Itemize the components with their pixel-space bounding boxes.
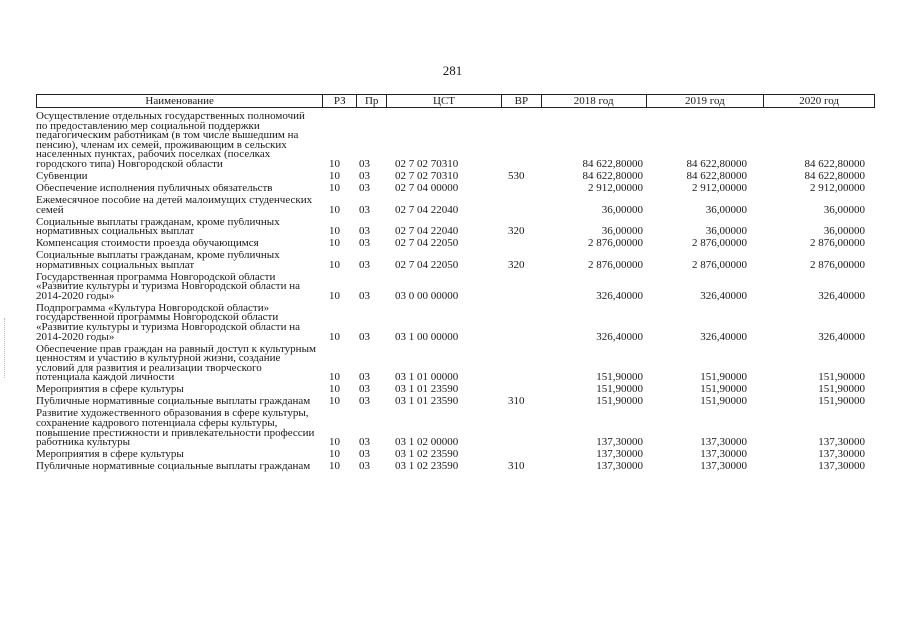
row-cst: 03 1 02 23590 — [395, 462, 459, 472]
row-2019: 84 622,80000 — [686, 159, 747, 170]
row-2020: 84 622,80000 — [804, 159, 865, 170]
row-name: Государственная программа Новгородской области «Развитие культуры и туризма Новгородской области на 2014-2020 годы» — [36, 272, 300, 302]
table-row — [36, 112, 875, 170]
margin-scan-marks — [4, 318, 7, 378]
row-cst: 02 7 04 22040 — [395, 205, 459, 216]
row-2019: 137,30000 — [700, 438, 747, 448]
row-name: Социальные выплаты гражданам, кроме публичных нормативных социальных выплат — [36, 251, 280, 271]
row-2019: 36,00000 — [705, 227, 747, 237]
header-2018: 2018 год — [542, 95, 647, 107]
row-2019: 151,90000 — [700, 373, 747, 383]
row-rz: 10 — [329, 260, 340, 271]
row-cst: 02 7 04 22050 — [395, 239, 459, 249]
row-rz: 10 — [329, 462, 340, 472]
row-vr: 310 — [508, 397, 525, 407]
row-pr: 03 — [359, 171, 370, 182]
row-pr: 03 — [359, 227, 370, 237]
row-2018: 326,40000 — [596, 332, 643, 343]
row-cst: 03 1 00 00000 — [395, 332, 459, 343]
row-2018: 2 912,00000 — [588, 183, 643, 194]
row-2020: 137,30000 — [818, 462, 865, 472]
row-pr: 03 — [359, 260, 370, 271]
row-name: Мероприятия в сфере культуры — [36, 385, 184, 395]
row-name: Подпрограмма «Культура Новгородской области» государственной программы Новгородской области «Развитие культуры и туризма Новгородской области на 2014-2020 годы» — [36, 303, 300, 343]
table-row — [36, 196, 875, 215]
row-pr: 03 — [359, 373, 370, 383]
row-rz: 10 — [329, 397, 340, 407]
row-vr: 320 — [508, 227, 525, 237]
table-header — [36, 94, 875, 108]
row-name: Публичные нормативные социальные выплаты гражданам — [36, 462, 311, 472]
row-name: Социальные выплаты гражданам, кроме публичных нормативных социальных выплат — [36, 217, 280, 237]
row-2018: 84 622,80000 — [582, 171, 643, 182]
row-pr: 03 — [359, 183, 370, 194]
row-2018: 137,30000 — [596, 450, 643, 460]
header-rz: РЗ — [323, 95, 357, 107]
row-2018: 36,00000 — [601, 205, 643, 216]
table-row — [36, 184, 875, 194]
row-2018: 137,30000 — [596, 462, 643, 472]
row-2018: 84 622,80000 — [582, 159, 643, 170]
row-name: Обеспечение исполнения публичных обязательств — [36, 183, 273, 194]
row-pr: 03 — [359, 205, 370, 216]
row-cst: 02 7 02 70310 — [395, 159, 459, 170]
row-cst: 03 1 01 00000 — [395, 373, 459, 383]
table-row — [36, 218, 875, 237]
table-row — [36, 385, 875, 395]
header-cst: ЦСТ — [387, 95, 502, 107]
table-row — [36, 450, 875, 460]
row-2019: 137,30000 — [700, 450, 747, 460]
row-name: Публичные нормативные социальные выплаты гражданам — [36, 397, 311, 407]
table-row — [36, 345, 875, 383]
row-rz: 10 — [329, 450, 340, 460]
row-pr: 03 — [359, 397, 370, 407]
row-cst: 03 1 01 23590 — [395, 397, 459, 407]
row-vr: 530 — [508, 171, 525, 182]
row-2020: 36,00000 — [823, 205, 865, 216]
row-pr: 03 — [359, 462, 370, 472]
row-rz: 10 — [329, 183, 340, 194]
row-2020: 137,30000 — [818, 438, 865, 448]
row-2019: 84 622,80000 — [686, 171, 747, 182]
row-2019: 137,30000 — [700, 462, 747, 472]
row-2020: 2 876,00000 — [810, 239, 865, 249]
row-cst: 03 0 00 00000 — [395, 291, 459, 302]
row-2019: 2 876,00000 — [692, 260, 747, 271]
row-cst: 02 7 02 70310 — [395, 171, 459, 182]
row-pr: 03 — [359, 159, 370, 170]
row-2018: 2 876,00000 — [588, 260, 643, 271]
row-2020: 2 912,00000 — [810, 183, 865, 194]
row-name: Субвенции — [36, 171, 88, 182]
row-rz: 10 — [329, 291, 340, 302]
row-pr: 03 — [359, 385, 370, 395]
row-pr: 03 — [359, 239, 370, 249]
row-2018: 326,40000 — [596, 291, 643, 302]
row-rz: 10 — [329, 332, 340, 343]
page-number: 281 — [442, 63, 463, 78]
row-2018: 2 876,00000 — [588, 239, 643, 249]
row-2020: 137,30000 — [818, 450, 865, 460]
row-pr: 03 — [359, 450, 370, 460]
table-row — [36, 172, 875, 182]
row-2019: 2 912,00000 — [692, 183, 747, 194]
row-2018: 151,90000 — [596, 373, 643, 383]
table-row — [36, 251, 875, 270]
row-2019: 151,90000 — [700, 397, 747, 407]
row-2020: 151,90000 — [818, 385, 865, 395]
row-cst: 03 1 02 00000 — [395, 438, 459, 448]
row-rz: 10 — [329, 239, 340, 249]
table-row — [36, 397, 875, 407]
row-2018: 36,00000 — [601, 227, 643, 237]
row-vr: 310 — [508, 462, 525, 472]
row-2018: 137,30000 — [596, 438, 643, 448]
table-row — [36, 304, 875, 342]
table-row — [36, 409, 875, 447]
table-body — [36, 112, 875, 474]
row-2018: 151,90000 — [596, 385, 643, 395]
row-pr: 03 — [359, 438, 370, 448]
row-rz: 10 — [329, 227, 340, 237]
row-name: Ежемесячное пособие на детей малоимущих студенческих семей — [36, 195, 313, 216]
row-name: Обеспечение прав граждан на равный доступ к культурным ценностям и участию в культурной жизни, создание условий для развития и реализации творческого потенциала каждой личности — [36, 344, 316, 383]
row-cst: 02 7 04 00000 — [395, 183, 459, 194]
row-cst: 02 7 04 22050 — [395, 260, 459, 271]
row-cst: 02 7 04 22040 — [395, 227, 459, 237]
row-2019: 36,00000 — [705, 205, 747, 216]
row-name: Развитие художественного образования в сфере культуры, сохранение кадрового потенциала сферы культуры, повышение престижности и привлекательности профессии работника культуры — [36, 409, 315, 448]
row-2020: 151,90000 — [818, 397, 865, 407]
row-rz: 10 — [329, 373, 340, 383]
row-rz: 10 — [329, 438, 340, 448]
table-row — [36, 273, 875, 302]
header-vr: ВР — [502, 95, 542, 107]
row-2018: 151,90000 — [596, 397, 643, 407]
row-rz: 10 — [329, 205, 340, 216]
header-name: Наименование — [37, 95, 323, 107]
row-2020: 36,00000 — [823, 227, 865, 237]
row-cst: 03 1 02 23590 — [395, 450, 459, 460]
row-2020: 151,90000 — [818, 373, 865, 383]
row-2020: 84 622,80000 — [804, 171, 865, 182]
row-2020: 2 876,00000 — [810, 260, 865, 271]
row-name: Мероприятия в сфере культуры — [36, 450, 184, 460]
row-cst: 03 1 01 23590 — [395, 385, 459, 395]
header-pr: Пр — [357, 95, 387, 107]
row-2019: 2 876,00000 — [692, 239, 747, 249]
row-name: Компенсация стоимости проезда обучающимся — [36, 239, 259, 249]
row-pr: 03 — [359, 332, 370, 343]
row-2019: 326,40000 — [700, 332, 747, 343]
row-name: Осуществление отдельных государственных полномочий по предоставлению мер социальной поддержки педагогическим работникам (в том числе вышедшим на пенсию), членам их семей, проживающим в сельских населенных пунктах, рабочих поселках (поселках городского типа) Новгородской области — [36, 112, 305, 170]
header-2019: 2019 год — [647, 95, 765, 107]
table-row — [36, 462, 875, 472]
row-rz: 10 — [329, 385, 340, 395]
header-2020: 2020 год — [799, 95, 840, 107]
table-row — [36, 239, 875, 249]
row-rz: 10 — [329, 171, 340, 182]
row-vr: 320 — [508, 260, 525, 271]
row-pr: 03 — [359, 291, 370, 302]
row-rz: 10 — [329, 159, 340, 170]
row-2020: 326,40000 — [818, 291, 865, 302]
row-2019: 151,90000 — [700, 385, 747, 395]
row-2020: 326,40000 — [818, 332, 865, 343]
row-2019: 326,40000 — [700, 291, 747, 302]
